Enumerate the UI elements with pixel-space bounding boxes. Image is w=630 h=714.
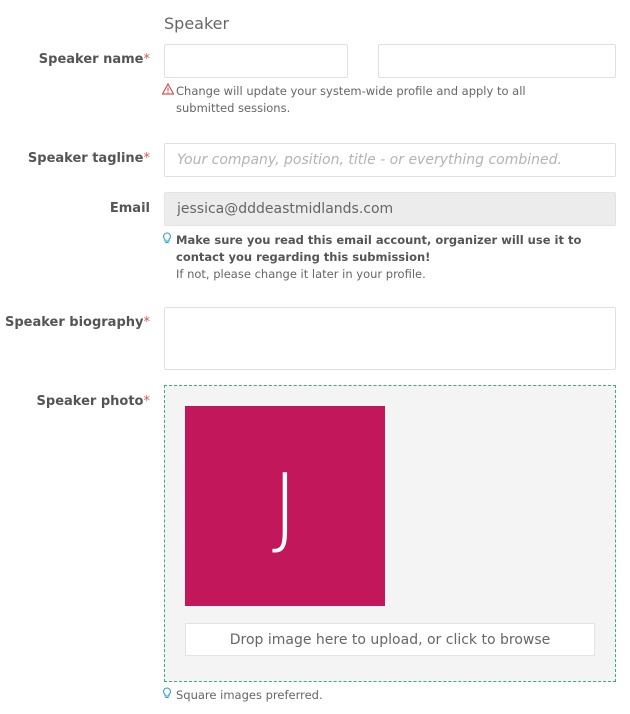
speaker-name-label: Speaker name*: [38, 52, 150, 67]
warning-triangle-icon: [162, 83, 176, 100]
name-warning: [162, 83, 602, 117]
email-hint: [162, 232, 612, 283]
avatar: J: [185, 406, 385, 606]
speaker-tagline-input[interactable]: [164, 143, 616, 177]
photo-hint-text: Square images preferred.: [176, 688, 323, 702]
section-title: Speaker: [164, 14, 230, 33]
speaker-biography-label: Speaker biography*: [4, 315, 150, 330]
photo-hint: [162, 687, 323, 704]
email-hint-normal: If not, please change it later in your profile.: [176, 267, 426, 281]
speaker-photo-label: Speaker photo*: [36, 394, 150, 409]
lightbulb-icon: [162, 232, 176, 249]
photo-dropzone[interactable]: [164, 385, 616, 682]
speaker-last-name-input[interactable]: [378, 44, 616, 78]
speaker-tagline-label: Speaker tagline*: [27, 151, 150, 166]
lightbulb-icon: [162, 687, 176, 704]
email-label: Email: [109, 201, 150, 216]
speaker-first-name-input[interactable]: [164, 44, 348, 78]
speaker-biography-input[interactable]: [164, 307, 616, 370]
email-hint-bold: Make sure you read this email account, organizer will use it to contact you regarding this submission!: [176, 233, 582, 264]
upload-photo-button[interactable]: Drop image here to upload, or click to browse: [185, 623, 595, 656]
email-input: [164, 192, 616, 226]
name-warning-text: Change will update your system-wide profile and apply to all submitted sessions.: [176, 84, 526, 115]
